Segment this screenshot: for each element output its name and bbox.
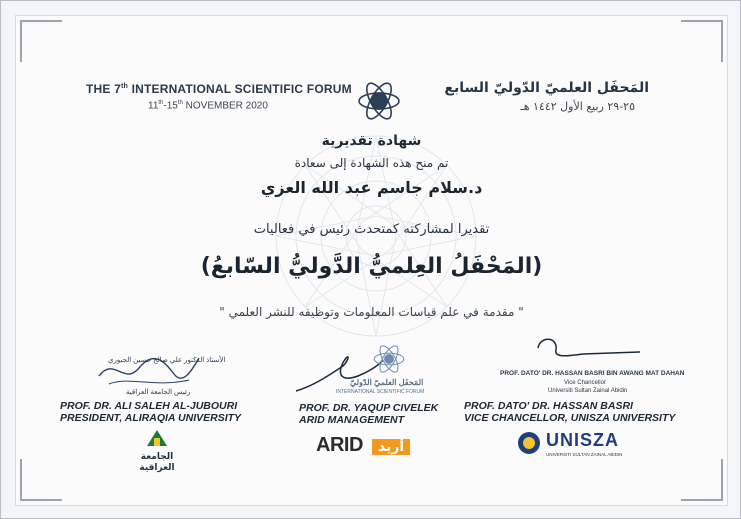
unisza-logo: UNISZA UNIVERSITI SULTAN ZAINAL ABIDIN [516,424,636,468]
signatory-2 [299,402,438,426]
signatory-title: ARID MANAGEMENT [299,414,404,426]
recipient-name: د.سلام جاسم عبد الله العزي [260,178,483,197]
stamp-ar-name: الأستاذ الدكتور علي صالح حسين الجبوري [108,357,226,364]
signatory-3 [464,400,675,424]
corner-ornament [681,459,723,501]
stamp-unisza-role: Vice Chancellor [564,380,606,386]
forum-date-ar: ٢٥-٢٩ ربيع الأول ١٤٤٢ هـ [520,100,635,113]
certificate [15,15,728,506]
stamp-unisza-org: Universiti Sultan Zainal Abidin [548,388,628,394]
forum-emblem-en: INTERNATIONAL SCIENTIFIC FORUM [336,389,425,395]
corner-ornament [20,20,62,62]
forum-logo-icon [356,78,402,124]
signature-hassan-basri [528,328,648,364]
certificate-title: شهادة تقديرية [321,133,422,149]
signatory-title: PRESIDENT, ALIRAQIA UNIVERSITY [60,412,242,424]
forum-name: (المَحْفَلُ العِلميُّ الدَّوليُّ السّابعُ) [200,254,543,279]
signatory-1 [60,400,241,424]
signatory-title: VICE CHANCELLOR, UNISZA UNIVERSITY [464,412,676,424]
granted-to-line: تم منح هذه الشهادة إلى سعادة [294,156,449,170]
signatory-name: PROF. DR. YAQUP CIVELEK [299,402,439,414]
forum-emblem-icon [372,342,406,376]
unisza-crest-icon [516,428,542,458]
corner-ornament [681,20,723,62]
iraqia-university-logo: الجامعة العراقية [134,428,180,470]
forum-emblem-ar: المَحفَل العلميّ الدّوليّ [350,378,424,387]
lecture-topic: " مقدمة في علم قياسات المعلومات وتوظيفه للنشر العلمي " [219,305,524,319]
reason-line: تقديرا لمشاركته كمتحدث رئيس في فعاليات [253,222,490,237]
corner-ornament [20,459,62,501]
stamp-unisza-name: PROF. DATO' DR. HASSAN BASRI BIN AWANG MAT DAHAN [500,370,685,377]
iraqia-crest-icon [145,428,169,448]
signatory-name: PROF. DATO' DR. HASSAN BASRI [464,400,633,412]
forum-title-en: THE 7th INTERNATIONAL SCIENTIFIC FORUM [86,82,352,96]
forum-title-ar: المَحفَل العلميّ الدّوليّ السابع [444,80,649,96]
signatory-name: PROF. DR. ALI SALEH AL-JUBOURI [60,400,238,412]
stamp-ar-role: رئيس الجامعة العراقية [126,389,191,396]
forum-date-en: 11th-15th NOVEMBER 2020 [148,100,268,112]
arid-logo: ARID أريد [316,434,426,460]
